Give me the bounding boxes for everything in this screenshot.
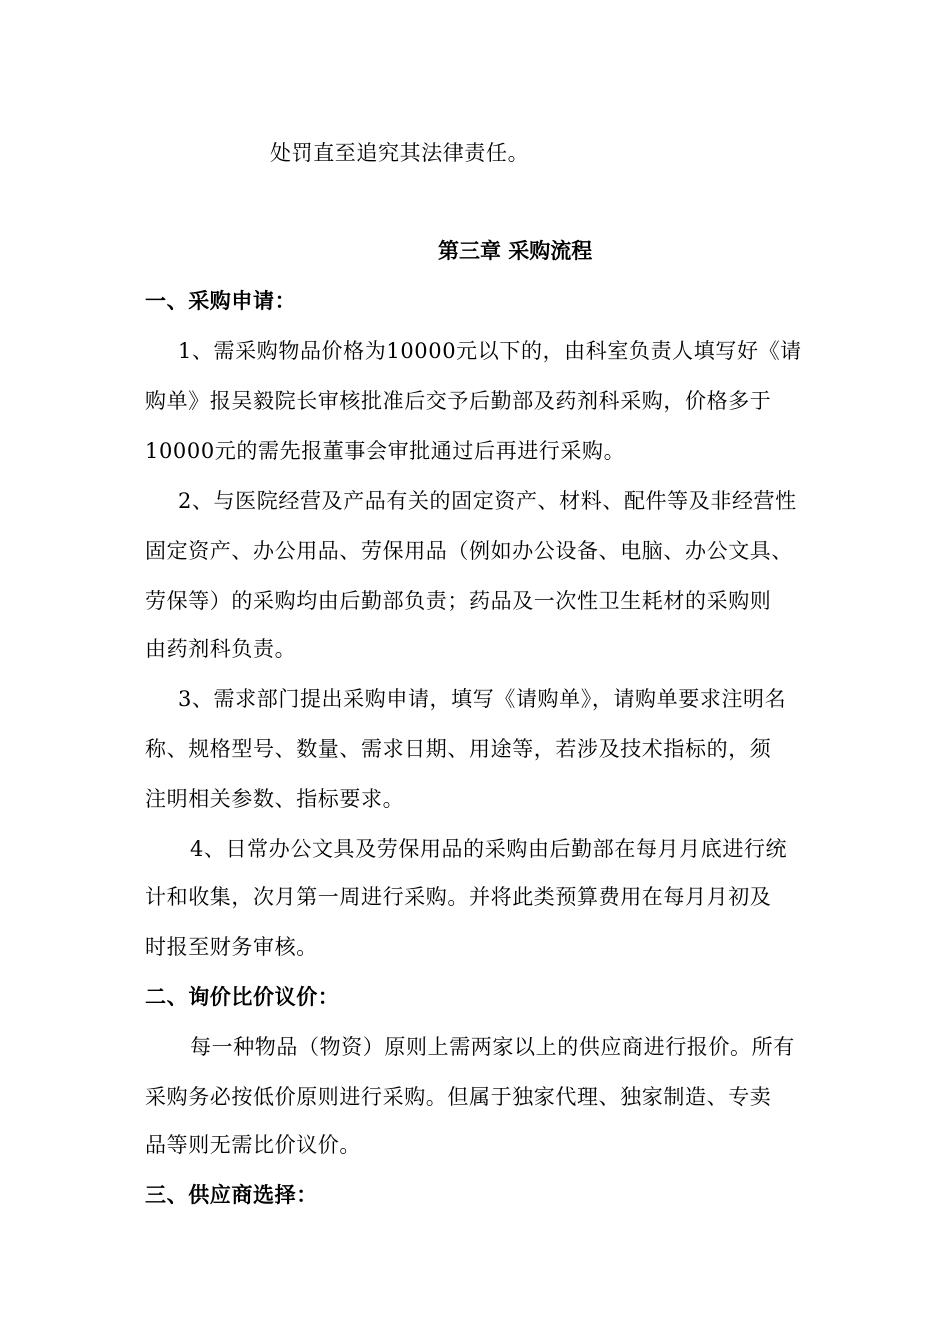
paragraph-line: 1、需采购物品价格为10000元以下的，由科室负责人填写好《请 bbox=[178, 339, 802, 363]
paragraph-line: 品等则无需比价议价。 bbox=[145, 1133, 361, 1157]
paragraph-line: 计和收集，次月第一周进行采购。并将此类预算费用在每月月初及 bbox=[145, 885, 772, 909]
section-heading-purchase-request: 一、采购申请： bbox=[145, 288, 297, 313]
paragraph-line: 采购务必按低价原则进行采购。但属于独家代理、独家制造、专卖 bbox=[145, 1085, 772, 1109]
paragraph-line: 注明相关参数、指标要求。 bbox=[145, 787, 405, 811]
paragraph-line: 每一种物品（物资）原则上需两家以上的供应商进行报价。所有 bbox=[190, 1035, 795, 1059]
section-heading-supplier-selection: 三、供应商选择： bbox=[145, 1182, 318, 1207]
paragraph-line: 称、规格型号、数量、需求日期、用途等，若涉及技术指标的，须 bbox=[145, 737, 772, 761]
paragraph-line: 3、需求部门提出采购申请，填写《请购单》，请购单要求注明名 bbox=[178, 687, 787, 711]
paragraph-line: 由药剂科负责。 bbox=[145, 637, 297, 661]
paragraph-line: 10000元的需先报董事会审批通过后再进行采购。 bbox=[145, 439, 626, 463]
paragraph-line: 固定资产、办公用品、劳保用品（例如办公设备、电脑、办公文具、 bbox=[145, 539, 793, 563]
paragraph-line: 劳保等）的采购均由后勤部负责；药品及一次性卫生耗材的采购则 bbox=[145, 589, 772, 613]
paragraph-line: 购单》报吴毅院长审核批准后交予后勤部及药剂科采购，价格多于 bbox=[145, 389, 772, 413]
chapter-title: 第三章 采购流程 bbox=[438, 238, 593, 263]
paragraph-line: 2、与医院经营及产品有关的固定资产、材料、配件等及非经营性 bbox=[178, 489, 797, 513]
section-heading-price-inquiry: 二、询价比价议价： bbox=[145, 984, 340, 1009]
paragraph-line: 时报至财务审核。 bbox=[145, 935, 318, 959]
continuation-text: 处罚直至追究其法律责任。 bbox=[270, 141, 530, 165]
paragraph-line: 4、日常办公文具及劳保用品的采购由后勤部在每月月底进行统 bbox=[190, 837, 788, 861]
